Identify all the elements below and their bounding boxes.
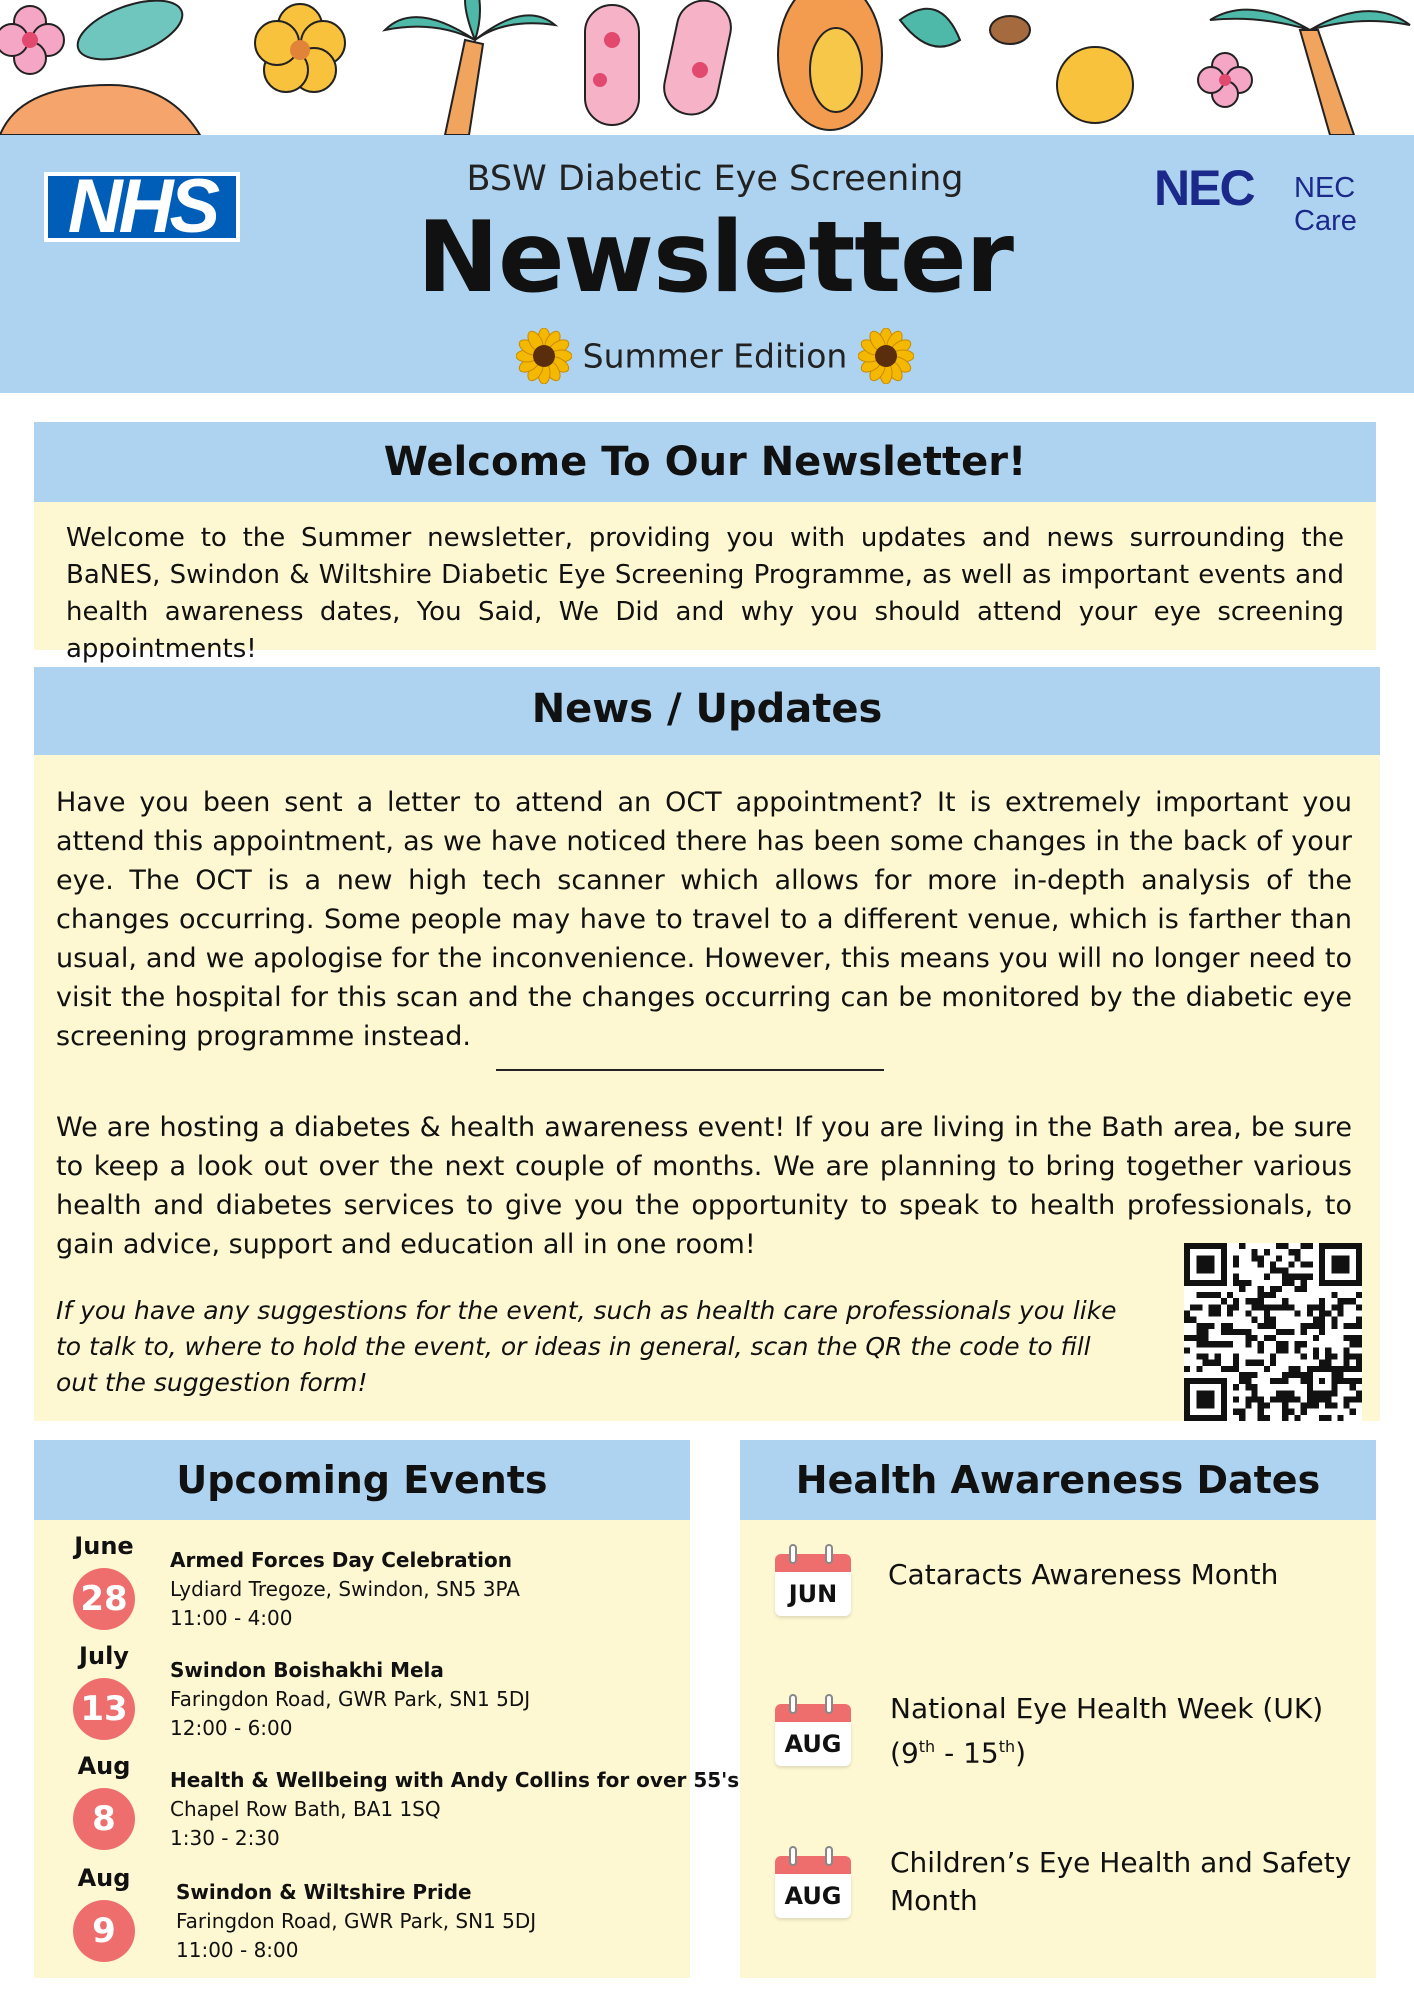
edition-label: Summer Edition bbox=[582, 336, 848, 376]
health-date-range: (9th - 15th) bbox=[890, 1736, 1027, 1770]
page-title: Newsletter bbox=[417, 201, 1013, 315]
newsletter-header bbox=[0, 135, 1414, 393]
sunflower-icon bbox=[858, 328, 914, 384]
calendar-month: AUG bbox=[775, 1874, 851, 1918]
event-title: Health & Wellbeing with Andy Collins for over 55's bbox=[170, 1768, 740, 1792]
range-separator: - bbox=[935, 1736, 964, 1770]
awareness-event-paragraph: We are hosting a diabetes & health awareness event! If you are living in the Bath area, be sure to keep a look out over the next couple of months. We are planning to bring together various health and diabetes services to give you the opportunity to speak to health professionals, to gain advice, support and education all in one room! bbox=[56, 1112, 1352, 1260]
nec-logo: NEC bbox=[1154, 160, 1254, 216]
event-month: July bbox=[79, 1642, 129, 1670]
health-dates-heading: Health Awareness Dates bbox=[740, 1440, 1376, 1520]
calendar-icon bbox=[775, 1694, 851, 1766]
event-item bbox=[34, 1864, 690, 1974]
suggestion-form-qr-code[interactable] bbox=[1184, 1243, 1362, 1421]
health-date-entry bbox=[890, 1844, 1351, 1920]
event-time: 11:00 - 4:00 bbox=[170, 1606, 293, 1630]
health-date-entry bbox=[890, 1690, 1323, 1772]
calendar-month: JUN bbox=[775, 1572, 851, 1616]
event-details bbox=[176, 1878, 536, 1965]
sunflower-icon bbox=[516, 328, 572, 384]
health-dates-list bbox=[740, 1520, 1376, 1978]
event-time: 1:30 - 2:30 bbox=[170, 1826, 280, 1850]
calendar-month: AUG bbox=[775, 1722, 851, 1766]
qr-code-icon bbox=[1184, 1243, 1362, 1421]
event-item bbox=[34, 1642, 690, 1752]
news-heading: News / Updates bbox=[34, 667, 1380, 755]
event-day-badge: 28 bbox=[73, 1568, 135, 1630]
event-location: Faringdon Road, GWR Park, SN1 5DJ bbox=[170, 1687, 531, 1711]
range-end: 15 bbox=[963, 1736, 999, 1770]
event-day-badge: 9 bbox=[73, 1900, 135, 1962]
divider bbox=[496, 1069, 884, 1071]
health-date-title: Cataracts Awareness Month bbox=[888, 1558, 1279, 1591]
edition-line bbox=[0, 328, 1414, 384]
event-title: Swindon & Wiltshire Pride bbox=[176, 1880, 472, 1904]
summer-doodles-icon bbox=[0, 0, 1414, 135]
oct-appointment-paragraph: Have you been sent a letter to attend an OCT appointment? It is extremely important you attend this appointment, as we have noticed there has been some changes in the back of your eye. The OCT is a new high tech scanner which allows for more in-depth analysis of the changes occurring. Some people may have to travel to a different venue, which is farther than usual, and we apologise for the inconvenience. However, this means you will no longer need to visit the hospital for this scan and the changes occurring can be monitored by the diabetic eye screening programme instead. bbox=[56, 787, 1352, 1052]
event-time: 11:00 - 8:00 bbox=[176, 1938, 299, 1962]
health-date-title-cont: Month bbox=[890, 1884, 978, 1917]
news-section bbox=[34, 755, 1380, 1421]
event-item bbox=[34, 1532, 690, 1642]
nec-care-label: NEC Care bbox=[1294, 172, 1357, 237]
welcome-text: Welcome to the Summer newsletter, providing you with updates and news surrounding the BaNES, Swindon & Wiltshire Diabetic Eye Screening Programme, as well as important events and health awareness dates, You Said, We Did and why you should attend your eye screening appointments! bbox=[34, 502, 1376, 650]
event-day-badge: 8 bbox=[73, 1788, 135, 1850]
health-date-title: Children’s Eye Health and Safety bbox=[890, 1846, 1352, 1879]
calendar-icon bbox=[775, 1544, 851, 1616]
header-subtitle: BSW Diabetic Eye Screening bbox=[466, 159, 964, 199]
summer-illustration-banner bbox=[0, 0, 1414, 135]
event-time: 12:00 - 6:00 bbox=[170, 1716, 293, 1740]
health-date-title: National Eye Health Week (UK) bbox=[890, 1692, 1324, 1725]
calendar-icon bbox=[775, 1846, 851, 1918]
event-title: Swindon Boishakhi Mela bbox=[170, 1658, 444, 1682]
event-location: Faringdon Road, GWR Park, SN1 5DJ bbox=[176, 1909, 537, 1933]
range-end-suffix: th bbox=[998, 1737, 1016, 1756]
event-location: Lydiard Tregoze, Swindon, SN5 3PA bbox=[170, 1577, 520, 1601]
events-list bbox=[34, 1520, 740, 1978]
event-details bbox=[170, 1546, 520, 1633]
event-month: Aug bbox=[77, 1864, 131, 1892]
event-details bbox=[170, 1766, 739, 1853]
event-location: Chapel Row Bath, BA1 1SQ bbox=[170, 1797, 441, 1821]
suggestion-paragraph: If you have any suggestions for the event, such as health care professionals you like to talk to, where to hold the event, or ideas in general, scan the QR the code to fill out the suggestion form! bbox=[56, 1296, 1117, 1397]
welcome-heading: Welcome To Our Newsletter! bbox=[34, 422, 1376, 502]
event-month: June bbox=[74, 1532, 134, 1560]
event-title: Armed Forces Day Celebration bbox=[170, 1548, 512, 1572]
event-day-badge: 13 bbox=[73, 1678, 135, 1740]
event-item bbox=[34, 1752, 740, 1862]
range-start: 9 bbox=[900, 1736, 919, 1770]
event-month: Aug bbox=[77, 1752, 131, 1780]
nhs-logo: NHS bbox=[44, 172, 240, 242]
event-details bbox=[170, 1656, 530, 1743]
events-heading: Upcoming Events bbox=[34, 1440, 690, 1520]
range-start-suffix: th bbox=[918, 1737, 936, 1756]
